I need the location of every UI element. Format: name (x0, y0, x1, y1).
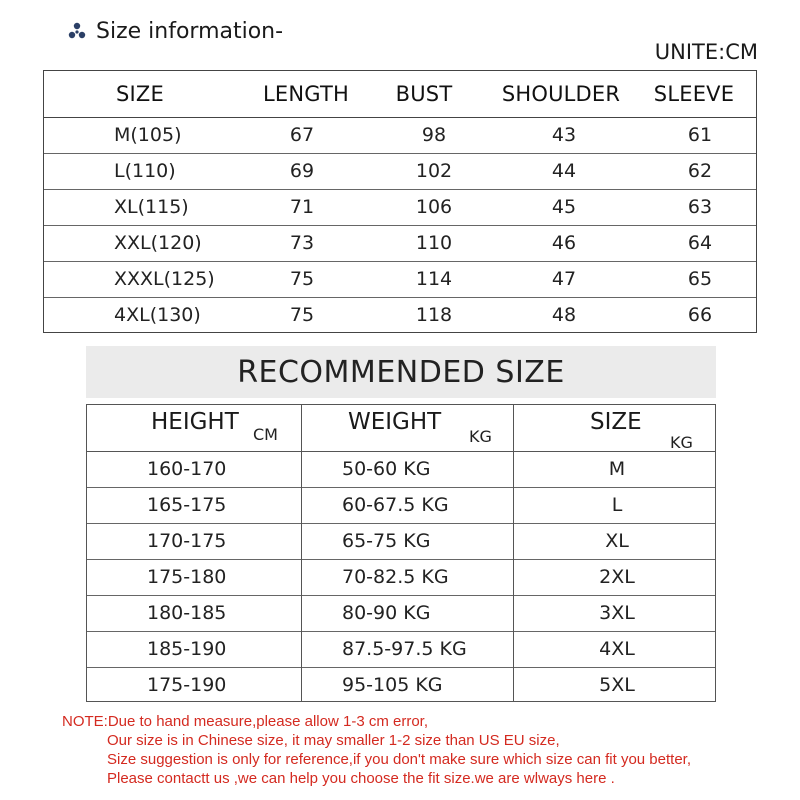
cell-height: 165-175 (147, 494, 227, 516)
table-row (87, 559, 715, 596)
cell-height: 175-190 (147, 674, 227, 696)
cell-weight: 70-82.5 KG (342, 566, 449, 588)
column-divider (301, 405, 302, 701)
height-unit: CM (253, 425, 278, 444)
col-header-sleeve: SLEEVE (653, 82, 735, 106)
cell-bust: 102 (415, 160, 453, 182)
weight-unit: KG (469, 427, 492, 446)
cell-size: XXXL(125) (114, 268, 215, 290)
cell-bust: 118 (415, 304, 453, 326)
table-row (87, 451, 715, 488)
col-header-size: SIZE (116, 82, 164, 106)
cell-length: 67 (289, 124, 315, 146)
cell-length: 71 (289, 196, 315, 218)
table-row (87, 667, 715, 703)
recommended-table-header (87, 405, 715, 452)
col-header-bust: BUST (395, 82, 453, 106)
cell-size: XL(115) (114, 196, 189, 218)
cell-size: 4XL (599, 638, 635, 660)
recommended-table (86, 404, 716, 702)
cell-size: 3XL (599, 602, 635, 624)
table-row (87, 523, 715, 560)
cell-size: 2XL (599, 566, 635, 588)
cell-size: L (611, 494, 623, 516)
unit-label: UNITE:CM (654, 40, 758, 64)
cell-weight: 87.5-97.5 KG (342, 638, 467, 660)
cell-height: 160-170 (147, 458, 227, 480)
table-row (44, 225, 756, 262)
cell-size: 4XL(130) (114, 304, 201, 326)
page-title: Size information- (96, 18, 284, 44)
cell-bust: 114 (415, 268, 453, 290)
cell-weight: 80-90 KG (342, 602, 431, 624)
col-header-weight: WEIGHT (348, 409, 442, 435)
cell-shoulder: 45 (551, 196, 577, 218)
cell-bust: 110 (415, 232, 453, 254)
cell-height: 185-190 (147, 638, 227, 660)
cell-size: 5XL (599, 674, 635, 696)
cell-bust: 106 (415, 196, 453, 218)
table-row (44, 189, 756, 226)
cell-weight: 50-60 KG (342, 458, 431, 480)
trefoil-icon (66, 20, 88, 42)
size-unit: KG (670, 433, 693, 452)
cell-shoulder: 47 (551, 268, 577, 290)
cell-length: 73 (289, 232, 315, 254)
cell-size: L(110) (114, 160, 176, 182)
cell-size: M (608, 458, 626, 480)
col-header-size-rec: SIZE (590, 409, 642, 435)
size-note (62, 712, 792, 788)
cell-size: XL (605, 530, 629, 552)
note-line: NOTE:Due to hand measure,please allow 1-3 cm error, (62, 713, 428, 730)
col-header-length: LENGTH (262, 82, 350, 106)
cell-bust: 98 (421, 124, 447, 146)
size-table (43, 70, 757, 333)
cell-sleeve: 66 (687, 304, 713, 326)
cell-shoulder: 44 (551, 160, 577, 182)
cell-sleeve: 63 (687, 196, 713, 218)
recommended-banner (86, 346, 716, 398)
cell-sleeve: 65 (687, 268, 713, 290)
table-row (87, 631, 715, 668)
column-divider (513, 405, 514, 701)
cell-length: 75 (289, 304, 315, 326)
col-header-shoulder: SHOULDER (501, 82, 621, 106)
cell-height: 170-175 (147, 530, 227, 552)
table-row (44, 297, 756, 333)
cell-sleeve: 64 (687, 232, 713, 254)
cell-shoulder: 46 (551, 232, 577, 254)
cell-weight: 60-67.5 KG (342, 494, 449, 516)
cell-length: 69 (289, 160, 315, 182)
size-table-header (44, 71, 756, 118)
table-row (44, 117, 756, 154)
cell-weight: 65-75 KG (342, 530, 431, 552)
cell-size: XXL(120) (114, 232, 202, 254)
table-row (44, 261, 756, 298)
cell-sleeve: 62 (687, 160, 713, 182)
table-row (87, 595, 715, 632)
col-header-height: HEIGHT (151, 409, 239, 435)
cell-weight: 95-105 KG (342, 674, 443, 696)
cell-sleeve: 61 (687, 124, 713, 146)
cell-shoulder: 48 (551, 304, 577, 326)
size-info-heading (66, 16, 283, 46)
cell-size: M(105) (114, 124, 182, 146)
cell-shoulder: 43 (551, 124, 577, 146)
cell-length: 75 (289, 268, 315, 290)
recommended-title: RECOMMENDED SIZE (237, 354, 565, 390)
note-line: Please contactt us ,we can help you choose the fit size.we are wlways here . (107, 770, 615, 787)
cell-height: 180-185 (147, 602, 227, 624)
note-line: Our size is in Chinese size, it may smaller 1-2 size than US EU size, (107, 732, 560, 749)
table-row (44, 153, 756, 190)
note-line: Size suggestion is only for reference,if you don't make sure which size can fit you better, (107, 751, 691, 768)
cell-height: 175-180 (147, 566, 227, 588)
table-row (87, 487, 715, 524)
